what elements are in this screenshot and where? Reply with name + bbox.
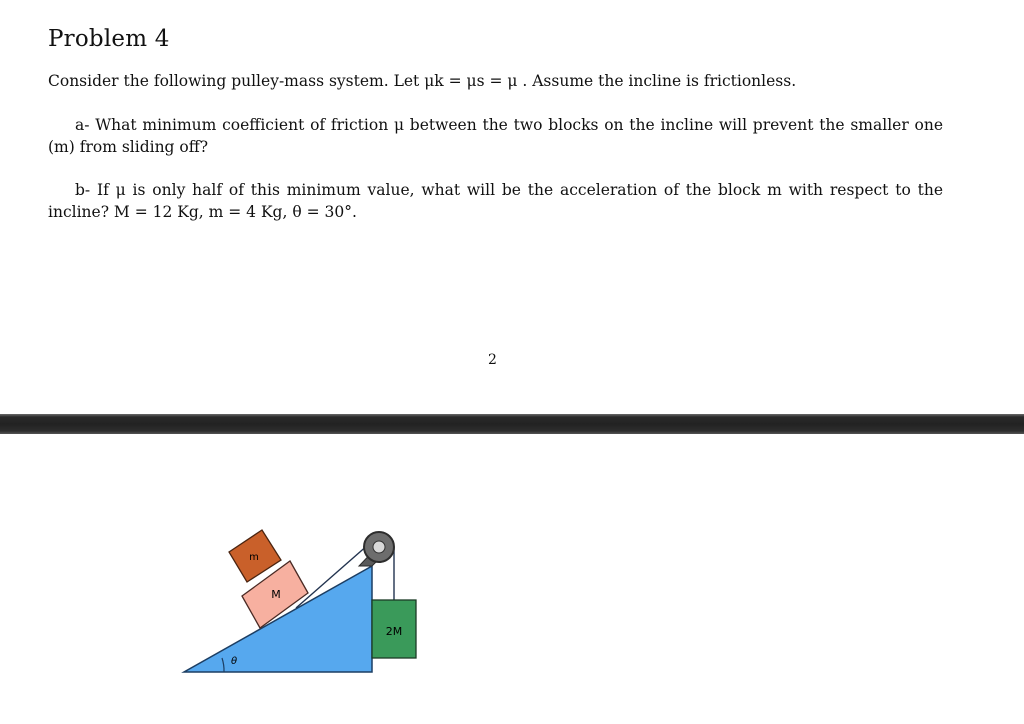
problem-intro: Consider the following pulley-mass system. Let μk = μs = μ . Assume the incline is frictionless. <box>48 72 797 90</box>
question-b <box>48 179 943 223</box>
angle-label: θ <box>231 656 238 667</box>
page-number: 2 <box>488 352 497 368</box>
question-a <box>48 114 943 158</box>
pulley-figure <box>0 434 1024 720</box>
question-b-text: b- If μ is only half of this minimum value, what will be the acceleration of the block m with respect to the incline? M = 12 Kg, m = 4 Kg, θ = 30°. <box>48 181 943 221</box>
pulley-diagram <box>0 434 1024 720</box>
pulley-axle <box>373 541 385 553</box>
problem-title: Problem 4 <box>48 26 170 52</box>
block-small-label: m <box>249 552 259 563</box>
page-separator-bar <box>0 414 1024 434</box>
question-a-text: a- What minimum coefficient of friction μ between the two blocks on the incline will prevent the smaller one (m) from sliding off? <box>48 116 943 156</box>
hanging-block-label: 2M <box>385 625 403 638</box>
block-large-label: M <box>271 588 281 601</box>
